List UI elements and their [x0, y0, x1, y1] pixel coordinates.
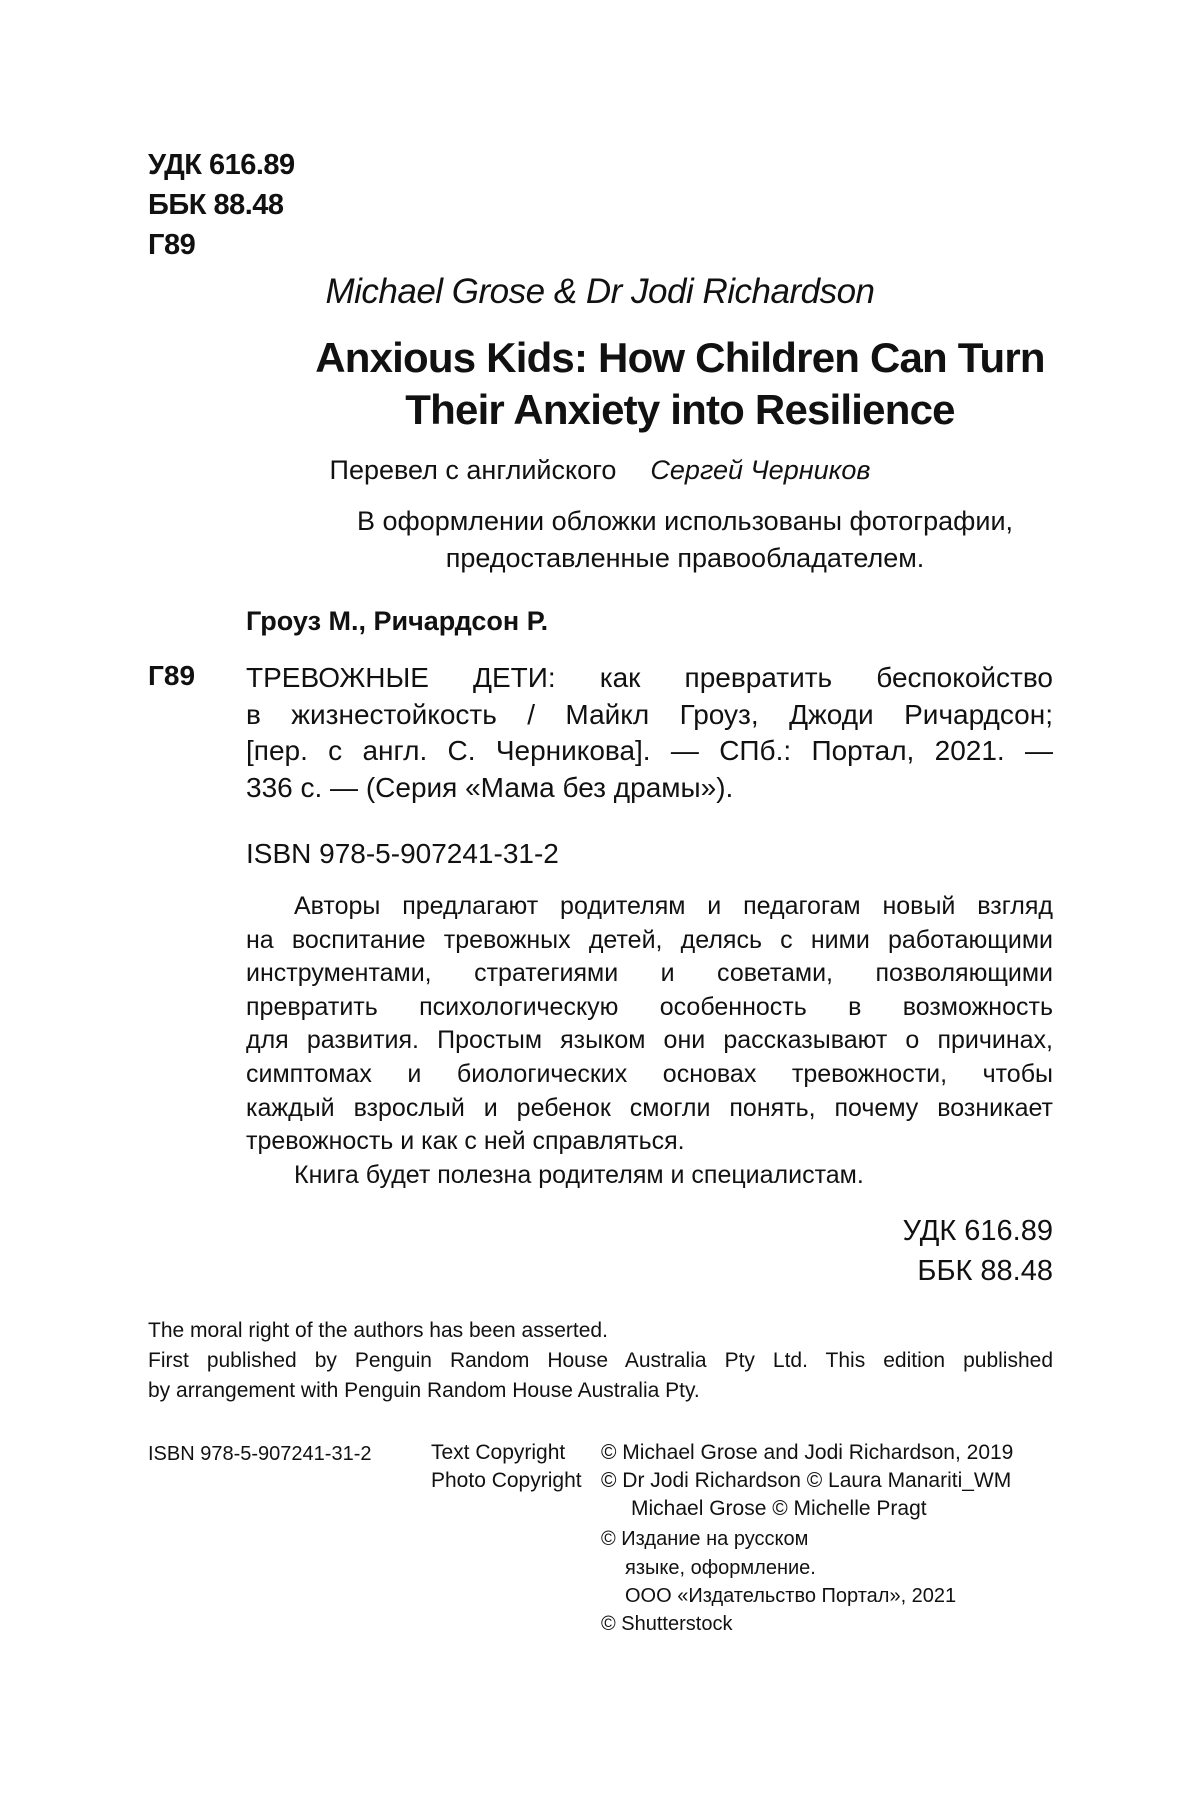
annotation-line: инструментами, стратегиями и советами, позволяющими: [246, 959, 1053, 988]
text-copyright-value: © Michael Grose and Jodi Richardson, 2019: [601, 1441, 1014, 1464]
bib-entry-line: [пер. с англ. С. Черникова]. — СПб.: Портал, 2021. —: [246, 735, 1053, 766]
text-copyright-label: Text Copyright: [431, 1441, 566, 1464]
bib-author-mark: Г89: [148, 660, 196, 691]
annotation-line: для развития. Простым языком они рассказывают о причинах,: [246, 1026, 1053, 1055]
photo-copyright-label: Photo Copyright: [431, 1469, 582, 1492]
photo-copyright-value-1: © Dr Jodi Richardson © Laura Manariti_WM: [601, 1469, 1012, 1492]
bib-entry-line: 336 с. — (Серия «Мама без драмы»).: [246, 771, 734, 803]
ru-edition-line-3: ООО «Издательство Портал», 2021: [625, 1585, 957, 1607]
cover-note: [170, 503, 1200, 577]
annotation-line: симптомах и биологических основах тревожности, чтобы: [246, 1059, 1053, 1088]
translator-name: Сергей Черников: [650, 455, 871, 485]
annotation-line: Книга будет полезна родителям и специалистам.: [294, 1160, 864, 1189]
rights-line-1: The moral right of the authors has been asserted.: [148, 1319, 608, 1342]
photo-copyright-value-2: Michael Grose © Michelle Pragt: [631, 1497, 927, 1520]
original-title-line-2: Their Anxiety into Resilience: [405, 386, 955, 433]
annotation-line: тревожность и как с ней справляться.: [246, 1127, 685, 1156]
bib-entry-line: ТРЕВОЖНЫЕ ДЕТИ: как превратить беспокойство: [246, 662, 1053, 693]
original-title-line-1: Anxious Kids: How Children Can Turn: [315, 334, 1045, 381]
authors-en: Michael Grose & Dr Jodi Richardson: [325, 272, 875, 311]
copyright-isbn: ISBN 978-5-907241-31-2: [148, 1443, 372, 1465]
shutterstock-credit: © Shutterstock: [601, 1613, 733, 1635]
annotation: [246, 890, 1053, 1192]
classification-top: [148, 145, 295, 265]
ru-edition-line-2: языке, оформление.: [625, 1557, 816, 1579]
annotation-line: Авторы предлагают родителям и педагогам новый взгляд: [294, 892, 1053, 920]
bib-authors: Гроуз М., Ричардсон Р.: [246, 606, 549, 636]
rights-statement: [148, 1316, 1053, 1406]
bbk-code-bottom: ББК 88.48: [917, 1255, 1053, 1287]
original-title: [160, 332, 1200, 436]
cover-note-line-1: В оформлении обложки использованы фотографии,: [356, 506, 1014, 536]
rights-line-3: by arrangement with Penguin Random House Australia Pty.: [148, 1379, 700, 1402]
author-mark: Г89: [148, 229, 196, 261]
cover-note-line-2: предоставленные правообладателем.: [445, 543, 925, 573]
translator-credit: [0, 455, 1200, 486]
bbk-code: ББК 88.48: [148, 189, 284, 221]
classification-bottom: [903, 1211, 1053, 1291]
translator-label: Перевел с английского: [329, 455, 617, 485]
annotation-line: каждый взрослый и ребенок смогли понять, почему возникает: [246, 1093, 1053, 1122]
udk-code-bottom: УДК 616.89: [902, 1215, 1053, 1247]
rights-line-2: First published by Penguin Random House Australia Pty Ltd. This edition published: [148, 1349, 1053, 1372]
ru-edition-line-1: © Издание на русском: [601, 1528, 809, 1550]
bib-entry-line: в жизнестойкость / Майкл Гроуз, Джоди Ричардсон;: [246, 698, 1053, 730]
udk-code: УДК 616.89: [148, 149, 295, 181]
annotation-line: превратить психологическую особенность в возможность: [246, 992, 1053, 1021]
isbn-main: ISBN 978-5-907241-31-2: [246, 838, 559, 869]
bib-entry: [246, 660, 1053, 806]
annotation-line: на воспитание тревожных детей, делясь с ними работающими: [246, 925, 1053, 954]
